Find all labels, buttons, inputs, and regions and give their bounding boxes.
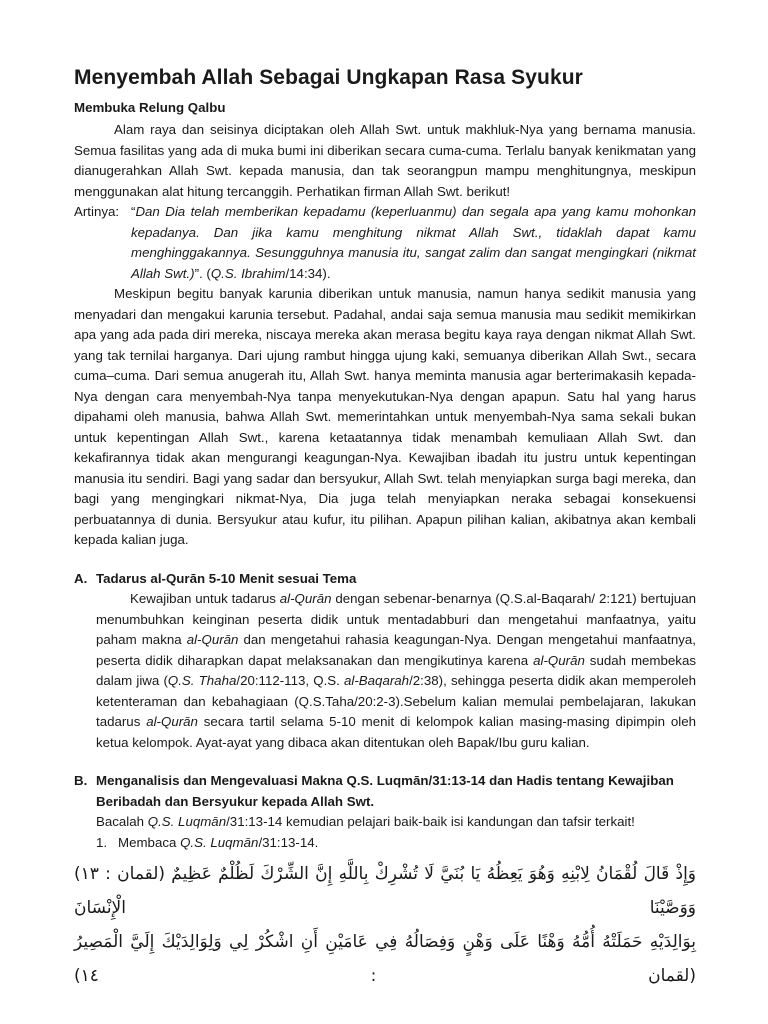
section-b [74, 771, 696, 993]
section-b-intro: Bacalah Q.S. Luqmān/31:13-14 kemudian pelajari baik-baik isi kandungan dan tafsir terkait! [96, 814, 635, 829]
main-paragraph: Meskipun begitu banyak karunia diberikan untuk manusia, namun hanya sedikit manusia yang menyadari dan mengakui karunia tersebut. Padahal, andai saja semua manusia mau sedikit memikirkan apa yang ada pada diri mereka, niscaya mereka akan merasa begitu kaya raya dengan nikmat Allah Swt. yang tak ternilai harganya. Dari ujung rambut hingga ujung kaki, semuanya diberikan Allah Swt., secara cuma–cuma. Dari semua anugerah itu, Allah Swt. hanya meminta manusia agar berterimakasih kepada-Nya dengan cara menyembah-Nya tanpa menyekutukan-Nya dengan apapun. Satu hal yang harus dipahami oleh manusia, bahwa Allah Swt. memerintahkan untuk menyembah-Nya sama sekali bukan untuk kepentingan Allah Swt., karena ketaatannya tidak menambah kemuliaan Allah Swt. dan kekafirannya tidak akan mengurangi keagungan-Nya. Kewajiban ibadah itu justru untuk kepentingan manusia itu sendiri. Bagi yang sadar dan bersyukur, Allah Swt. telah menyiapkan surga bagi mereka, dan bagi yang mengingkari nikmat-Nya, Dia juga telah menyiapkan neraka sebagai konsekuensi perbuatannya di dunia. Bersyukur atau kufur, itu pilihan. Apapun pilihan kalian, akibatnya akan kembali kepada kalian juga. [74, 286, 696, 547]
list-item-text: Membaca Q.S. Luqmān/31:13-14. [118, 834, 319, 850]
document-page [74, 66, 696, 993]
page-title: Menyembah Allah Sebagai Ungkapan Rasa Syukur [74, 66, 583, 89]
list-item-number: 1. [96, 834, 108, 850]
translation-ref: Q.S. Ibrahim [210, 265, 286, 281]
arabic-verse-line-1: وَإِذْ قَالَ لُقْمَانُ لِابْنِهِ وَهُوَ يَعِظُهُ يَا بُنَيَّ لَا تُشْرِكْ بِاللَّهِ إِنَّ الشِّرْكَ لَظُلْمٌ عَظِيمٌ (لقمان : ١٣) وَوَصَّيْنَا الْإِنْسَانَ [74, 864, 696, 918]
translation-label: Artinya: [74, 204, 120, 219]
section-a-letter: A. [74, 570, 88, 586]
subtitle: Membuka Relung Qalbu [74, 100, 226, 115]
intro-paragraph: Alam raya dan seisinya diciptakan oleh Allah Swt. untuk makhluk-Nya yang bernama manusia. Semua fasilitas yang ada di muka bumi ini diberikan secara cuma-cuma. Terlalu banyak kenikmatan yang dianugerahkan Allah Swt. kepada manusia, dan tak seorangpun mampu menghitungnya, meskipun menggunakan alat hitung tercanggih. Perhatikan firman Allah Swt. berikut! [74, 122, 696, 199]
section-a [74, 569, 696, 754]
section-a-paragraph: Kewajiban untuk tadarus al-Qurān dengan sebenar-benarnya (Q.S.al-Baqarah/ 2:121) bertujuan menumbuhkan keinginan peserta didik untuk mentadabburi dan mengetahui manfaatnya, yaitu paham makna al-Qurān dan mengetahui rahasia keagungan-Nya. Dengan mengetahui manfaatnya, peserta didik diharapkan dapat melaksanakan dan mengikutinya karena al-Qurān sudah membekas dalam jiwa (Q.S. Thaha/20:112-113, Q.S. al-Baqarah/2:38), sehingga peserta didik akan memperoleh ketenteraman dan kebahagiaan (Q.S.Taha/20:2-3).Sebelum kalian memulai pembelajaran, lakukan tadarus al-Qurān secara tartil selama 5-10 menit di kelompok kalian masing-masing dipimpin oleh ketua kelompok. Ayat-ayat yang dibaca akan ditentukan oleh Bapak/Ibu guru kalian. [96, 591, 697, 750]
section-b-heading [74, 771, 696, 812]
translation-quote: Dan Dia telah memberikan kepadamu (keperluanmu) dan segala apa yang kamu mohonkan kepadanya. Dan jika kamu menghitung nikmat Allah Swt., tidaklah dapat kamu menghinggakannya. Sesungguhnya manusia itu, sangat zalim dan sangat mengingkari (nikmat Allah Swt.) [131, 204, 696, 281]
arabic-verse-line-2: بِوَالِدَيْهِ حَمَلَتْهُ أُمُّهُ وَهْنًا عَلَى وَهْنٍ وَفِصَالُهُ فِي عَامَيْنِ أَنِ اشْكُرْ لِي وَلِوَالِدَيْكَ إِلَيَّ الْمَصِيرُ (لقمان : ١٤) [74, 932, 696, 986]
list-item [96, 833, 696, 854]
section-b-letter: B. [74, 773, 88, 788]
translation-block [74, 202, 696, 284]
translation-text [131, 202, 696, 284]
section-b-title: Menganalisis dan Mengevaluasi Makna Q.S. Luqmān/31:13-14 dan Hadis tentang Kewajiban Beribadah dan Bersyukur kepada Allah Swt. [96, 773, 674, 809]
translation-ref-rest: /14:34). [285, 265, 331, 281]
open-quote: “ [131, 204, 136, 219]
section-a-heading [74, 569, 696, 590]
close-quote: ”. ( [194, 265, 211, 281]
section-a-title: Tadarus al-Qurān 5-10 Menit sesuai Tema [96, 570, 357, 586]
